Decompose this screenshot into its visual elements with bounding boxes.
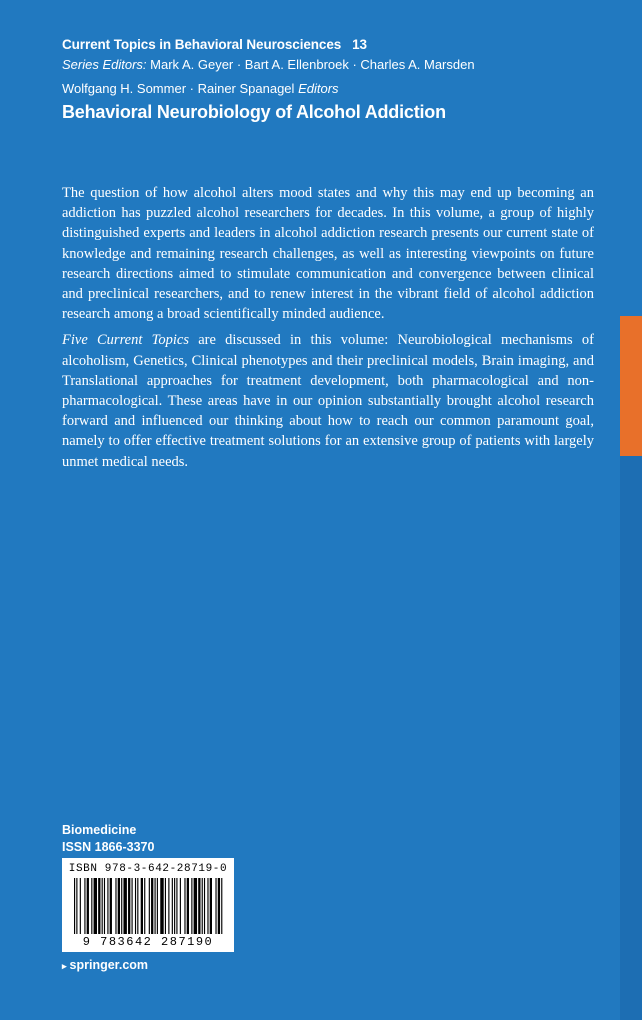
blurb-paragraph-2-lead: Five Current Topics — [62, 332, 189, 349]
orange-accent-band — [620, 316, 642, 456]
subject-label: Biomedicine — [62, 823, 137, 837]
publisher-line — [62, 957, 148, 974]
blurb-paragraph-1: The question of how alcohol alters mood states and why this may end up becoming an addiction has puzzled alcohol researchers for decades. In this volume, a group of highly distinguished experts and leaders in alcohol addiction research presents our current state of knowledge and remaining research challenges, as well as interesting viewpoints on future research directions aimed to stimulate communication and convergence between clinical and preclinical researchers, and to renew interest in the vibrant field of alcohol addiction research among a broad scientifically minded audience. — [62, 185, 594, 323]
book-title: Behavioral Neurobiology of Alcohol Addiction — [62, 102, 446, 122]
barcode-bar — [151, 878, 153, 934]
back-cover-blurb — [62, 183, 594, 478]
volume-editors-line — [62, 80, 582, 98]
barcode-bar — [202, 878, 203, 934]
barcode-bar — [149, 878, 150, 934]
barcode-bar — [76, 878, 77, 934]
barcode-bar — [204, 878, 205, 934]
barcode-icon — [72, 878, 224, 934]
isbn-barcode — [62, 858, 234, 952]
barcode-bar — [94, 878, 97, 934]
series-editors-label: Series Editors: — [62, 57, 147, 72]
barcode-bar — [102, 878, 103, 934]
series-name: Current Topics in Behavioral Neurosciences — [62, 37, 342, 52]
barcode-bar — [157, 878, 158, 934]
cover-footer — [62, 822, 154, 855]
barcode-bar — [115, 878, 116, 934]
cover-header — [62, 36, 582, 123]
spine-color-strip — [620, 316, 642, 1020]
barcode-bar — [141, 878, 143, 934]
barcode-bar — [207, 878, 208, 934]
publisher-url[interactable]: springer.com — [69, 958, 149, 972]
blue-accent-band — [620, 456, 642, 1020]
barcode-bar — [191, 878, 192, 934]
barcode-bar — [168, 878, 169, 934]
barcode-bar — [176, 878, 177, 934]
ean-text: 9 783642 287190 — [82, 935, 214, 949]
barcode-bar — [118, 878, 120, 934]
barcode-bar — [84, 878, 85, 934]
barcode-bar — [135, 878, 136, 934]
barcode-bar — [198, 878, 200, 934]
barcode-bar — [172, 878, 173, 934]
volume-editors-names: Wolfgang H. Sommer · Rainer Spanagel — [62, 81, 295, 96]
series-title-line — [62, 36, 582, 54]
barcode-bar — [144, 878, 145, 934]
barcode-bar — [91, 878, 92, 934]
barcode-bar — [74, 878, 75, 934]
barcode-bar — [215, 878, 216, 934]
barcode-bar — [137, 878, 138, 934]
barcode-bar — [187, 878, 189, 934]
barcode-bar — [98, 878, 100, 934]
barcode-bar — [160, 878, 163, 934]
series-editors-names: Mark A. Geyer · Bart A. Ellenbroek · Charles A. Marsden — [150, 57, 475, 72]
volume-editors-label: Editors — [298, 81, 339, 96]
barcode-bar — [155, 878, 156, 934]
barcode-bar — [132, 878, 133, 934]
barcode-bar — [123, 878, 126, 934]
issn-label: ISSN 1866-3370 — [62, 840, 155, 854]
barcode-bar — [165, 878, 166, 934]
barcode-bar — [121, 878, 122, 934]
barcode-bar — [218, 878, 220, 934]
blurb-paragraph-2 — [62, 330, 594, 471]
arrow-icon: ▸ — [62, 961, 67, 971]
series-editors-line — [62, 56, 582, 74]
blurb-paragraph-2-rest: are discussed in this volume: Neurobiological mechanisms of alcoholism, Genetics, Clinical phenotypes and their preclinical models, Brain imaging, and Translational approaches for treatment development, both pharmacological and non-pharmacological. These areas have in our opinion substantially brought alcohol research forward and influenced our thinking about how to reach our common paramount goal, namely to offer effective treatment solutions for an extensive group of patients with largely unmet medical needs. — [62, 332, 594, 470]
barcode-bar — [87, 878, 89, 934]
barcode-bar — [104, 878, 105, 934]
barcode-bar — [180, 878, 181, 934]
series-volume: 13 — [352, 37, 367, 52]
barcode-bar — [128, 878, 130, 934]
barcode-bar — [184, 878, 185, 934]
barcode-bar — [80, 878, 81, 934]
barcode-bar — [221, 878, 222, 934]
barcode-bar — [110, 878, 112, 934]
barcode-bar — [107, 878, 108, 934]
barcode-bar — [194, 878, 197, 934]
barcode-bar — [210, 878, 212, 934]
isbn-text: ISBN 978-3-642-28719-0 — [68, 863, 228, 875]
barcode-bar — [174, 878, 175, 934]
